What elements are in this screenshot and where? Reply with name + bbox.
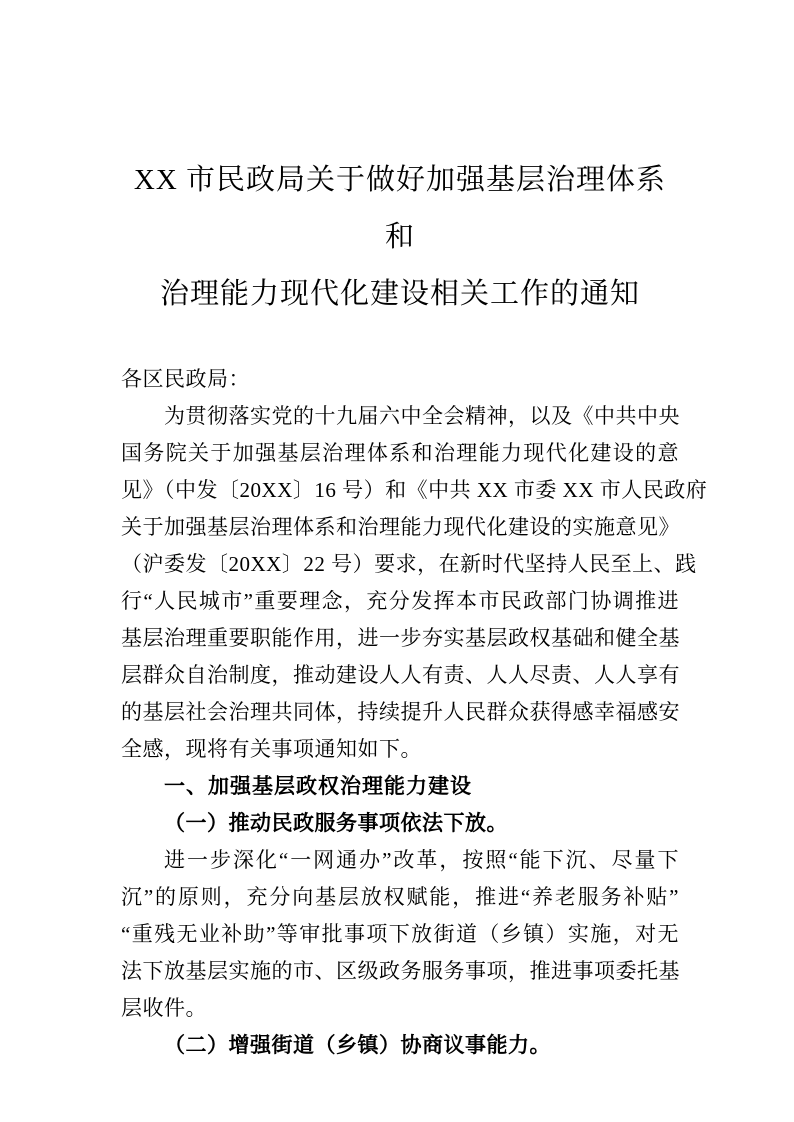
- document-title: [121, 152, 679, 323]
- paragraph-line: 法下放基层实施的市、区级政务服务事项，推进事项委托基: [121, 959, 680, 983]
- paragraph-line: 沉”的原则，充分向基层放权赋能，推进“养老服务补贴”: [121, 885, 679, 909]
- paragraph-line: 进一步深化“一网通办”改革，按照“能下沉、尽量下: [164, 848, 679, 872]
- paragraph-line: 关于加强基层治理体系和治理能力现代化建设的实施意见》: [121, 515, 680, 539]
- paragraph-line: （沪委发〔20XX〕22 号）要求，在新时代坚持人民至上、践: [121, 552, 697, 576]
- subsection-heading: （二）增强街道（乡镇）协商议事能力。: [164, 1033, 551, 1057]
- paragraph-line: 为贯彻落实党的十九届六中全会精神，以及《中共中央: [164, 404, 680, 428]
- paragraph-line: 国务院关于加强基层治理体系和治理能力现代化建设的意: [121, 441, 679, 465]
- paragraph-line: “重残无业补助”等审批事项下放街道（乡镇）实施，对无: [121, 922, 679, 946]
- title-line-1: XX 市民政局关于做好加强基层治理体系和: [133, 164, 667, 253]
- paragraph-line: 层收件。: [121, 996, 207, 1020]
- paragraph-line: 行“人民城市”重要理念，充分发挥本市民政部门协调推进: [121, 589, 679, 613]
- title-line-2: 治理能力现代化建设相关工作的通知: [159, 278, 640, 310]
- paragraph-line: 的基层社会治理共同体，持续提升人民群众获得感幸福感安: [121, 700, 680, 724]
- paragraph-line: 层群众自治制度，推动建设人人有责、人人尽责、人人享有: [121, 663, 680, 687]
- subsection-heading: （一）推动民政服务事项依法下放。: [164, 811, 508, 835]
- paragraph-line: 全感，现将有关事项通知如下。: [121, 737, 422, 761]
- paragraph-line: 见》（中发〔20XX〕16 号）和《中共 XX 市委 XX 市人民政府: [121, 478, 708, 502]
- paragraph-line: 基层治理重要职能作用，进一步夯实基层政权基础和健全基: [121, 626, 680, 650]
- section-heading: 一、加强基层政权治理能力建设: [164, 775, 472, 798]
- salutation-line: 各区民政局：: [121, 367, 250, 391]
- document-body: [121, 361, 708, 1064]
